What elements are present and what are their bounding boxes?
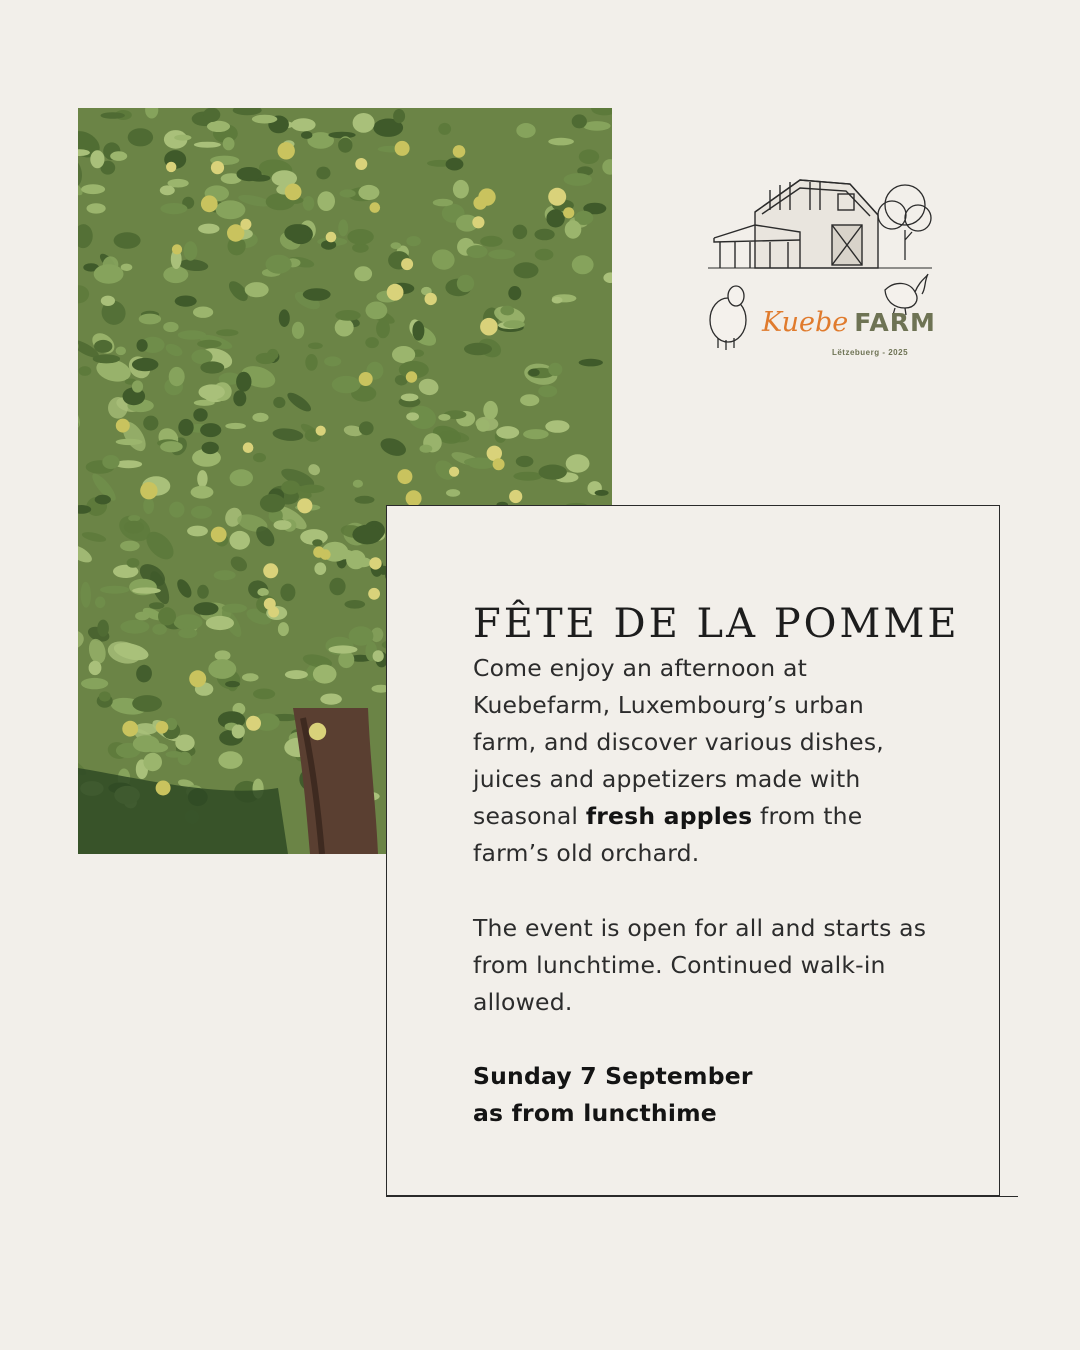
event-title: FÊTE DE LA POMME	[473, 600, 960, 647]
event-time: as from luncthime	[473, 1099, 717, 1127]
event-datetime	[473, 1058, 953, 1132]
apple-dot	[166, 162, 176, 172]
access-line: allowed.	[473, 988, 573, 1016]
logo-script-text: Kuebe	[762, 307, 849, 338]
apple-dot	[264, 598, 276, 610]
apple-dot	[189, 670, 206, 687]
card-underline	[386, 1196, 1018, 1197]
apple-dot	[172, 244, 182, 254]
kuebe-farm-logo	[700, 170, 940, 370]
apple-dot	[563, 207, 574, 218]
intro-text: from the	[752, 802, 863, 830]
apple-dot	[406, 371, 417, 382]
apple-dot	[313, 546, 324, 557]
fresh-apples-highlight: fresh apples	[585, 802, 753, 830]
apple-dot	[395, 141, 410, 156]
event-access	[473, 910, 953, 1021]
apple-dot	[401, 258, 413, 270]
logo-wordmark	[762, 307, 936, 338]
event-card	[386, 505, 1000, 1196]
apple-dot	[263, 563, 278, 578]
apple-dot	[368, 588, 380, 600]
apple-dot	[548, 188, 566, 206]
apple-dot	[156, 721, 169, 734]
apple-dot	[326, 232, 337, 243]
apple-dot	[449, 467, 459, 477]
apple-dot	[425, 293, 437, 305]
apple-dot	[453, 145, 466, 158]
apple-dot	[116, 419, 130, 433]
apple-dot	[240, 219, 251, 230]
intro-line: Come enjoy an afternoon at	[473, 654, 808, 682]
intro-line: farm’s old orchard.	[473, 839, 700, 867]
apple-dot	[297, 498, 312, 513]
apple-dot	[509, 490, 522, 503]
event-intro	[473, 650, 953, 872]
apple-dot	[211, 161, 224, 174]
apple-dot	[480, 318, 498, 336]
apple-dot	[156, 781, 171, 796]
access-line: The event is open for all and starts as	[473, 914, 927, 942]
intro-line: juices and appetizers made with	[473, 765, 861, 793]
apple-dot	[359, 372, 373, 386]
access-line: from lunchtime. Continued walk-in	[473, 951, 886, 979]
logo-tagline: Lëtzebuerg - 2025	[831, 348, 909, 357]
sheep-icon	[710, 286, 746, 350]
apple-dot	[316, 426, 326, 436]
intro-line: farm, and discover various dishes,	[473, 728, 884, 756]
intro-text: seasonal	[473, 802, 586, 830]
apple-dot	[140, 482, 157, 499]
apple-dot	[387, 284, 404, 301]
apple-dot	[370, 202, 381, 213]
logo-farm-text: FARM	[854, 308, 936, 337]
apple-dot	[355, 158, 367, 170]
apple-dot	[406, 490, 422, 506]
apple-dot	[278, 142, 295, 159]
barn-illustration	[700, 170, 940, 370]
apple-dot	[478, 188, 495, 205]
apple-dot	[246, 716, 261, 731]
apple-dot	[211, 527, 227, 543]
intro-line: Kuebefarm, Luxembourg’s urban	[473, 691, 864, 719]
apple-dot	[309, 723, 326, 740]
apple-dot	[201, 195, 218, 212]
tree-icon	[878, 185, 931, 260]
apple-dot	[397, 469, 412, 484]
event-date: Sunday 7 September	[473, 1062, 753, 1090]
apple-dot	[122, 721, 138, 737]
apple-dot	[369, 557, 381, 569]
apple-dot	[472, 216, 484, 228]
apple-dot	[243, 442, 254, 453]
apple-dot	[285, 184, 302, 201]
intro-line	[473, 798, 953, 835]
apple-dot	[493, 458, 505, 470]
